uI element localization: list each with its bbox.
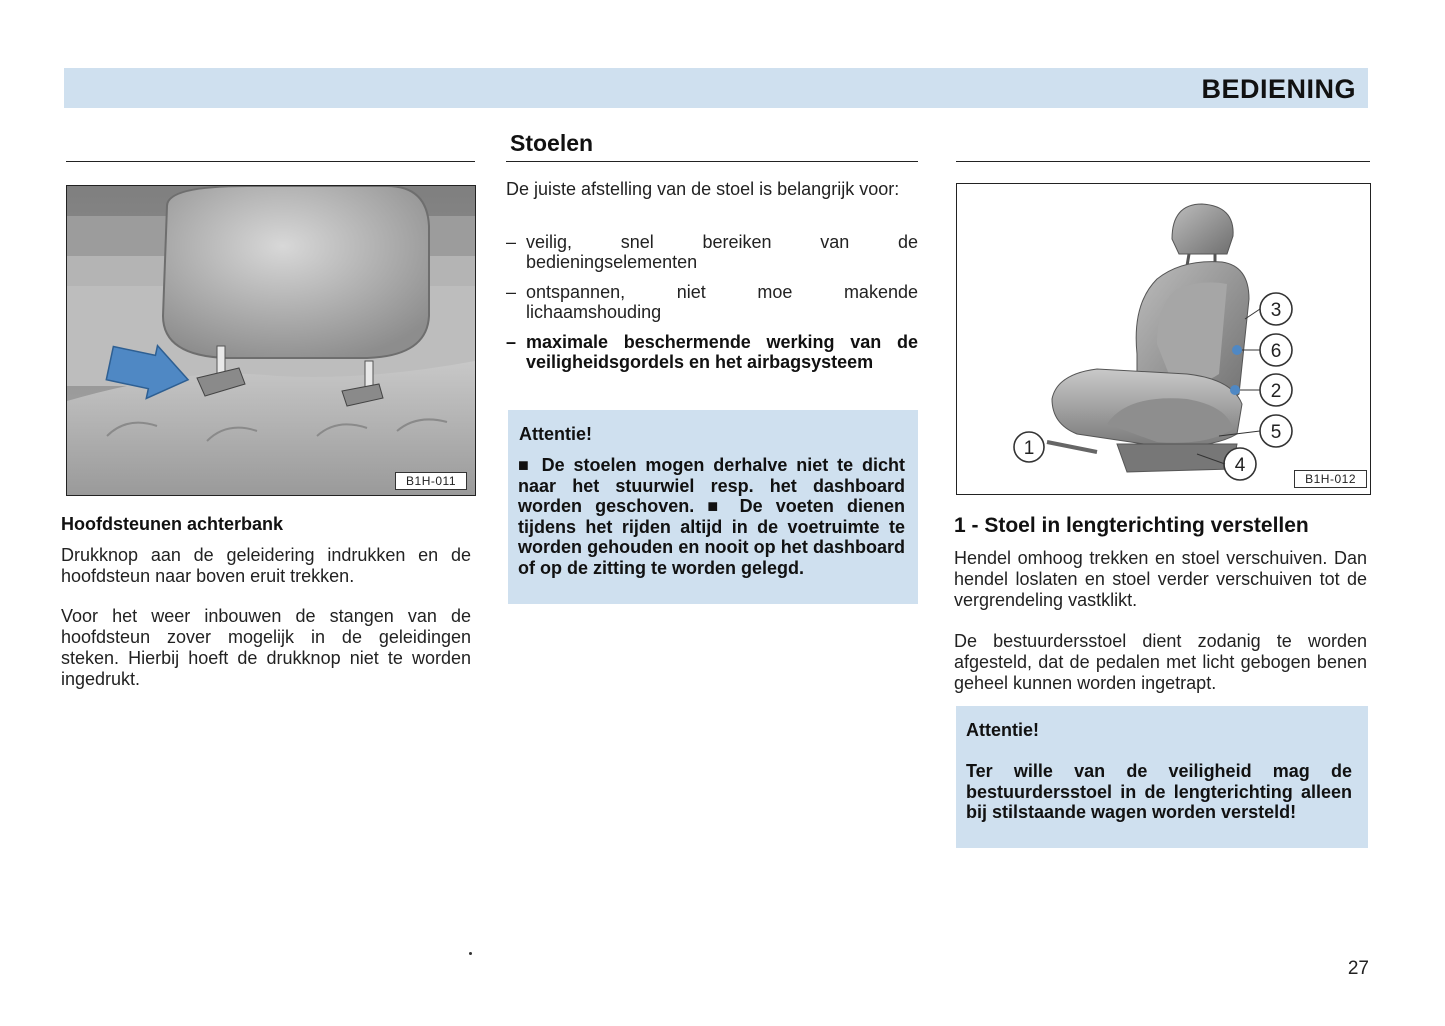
section-banner [64, 68, 1368, 108]
page-title: Stoelen [510, 130, 594, 156]
warning-text: Ter wille van de veiligheid mag de bestuurdersstoel in de lengterichting alleen bij stilstaande wagen worden versteld! [966, 761, 1352, 822]
middle-intro: De juiste afstelling van de stoel is belangrijk voor: [506, 179, 900, 199]
list-item: – maximale beschermende werking van de veiligheidsgordels en het airbagsysteem [506, 332, 918, 372]
left-para-2: Voor het weer inbouwen de stangen van de hoofdsteun zover mogelijk in de geleidingen steken. Hierbij hoeft de drukknop niet te worden ingedrukt. [61, 606, 471, 689]
warning-box-middle [508, 410, 918, 604]
rule-middle [506, 161, 918, 162]
page-number: 27 [1347, 958, 1369, 979]
headrest-figure [66, 185, 476, 496]
callout-6: 6 [1270, 341, 1282, 362]
right-heading: 1 - Stoel in lengterichting verstellen [954, 514, 1309, 537]
callout-3: 3 [1270, 300, 1282, 321]
seat-benefits-list [506, 232, 918, 382]
stray-dot [469, 952, 472, 955]
warning-title: Attentie! [519, 424, 592, 444]
right-para-1: Hendel omhoog trekken en stoel verschuiven. Dan hendel loslaten en stoel verder verschuiven tot de vergrendeling vastklikt. [954, 548, 1367, 610]
rule-right [956, 161, 1370, 162]
callout-4: 4 [1234, 455, 1246, 476]
list-item: – ontspannen, niet moe makende lichaamshouding [506, 282, 918, 322]
rule-left [66, 161, 475, 162]
callout-2: 2 [1270, 381, 1282, 402]
left-para-1: Drukknop aan de geleidering indrukken en de hoofdsteun naar boven eruit trekken. [61, 545, 471, 586]
section-title: BEDIENING [1201, 74, 1356, 104]
callout-5: 5 [1270, 422, 1282, 443]
seat-illustration [957, 184, 1370, 494]
figure-code-left: B1H-011 [395, 472, 467, 490]
headrest-illustration [67, 186, 475, 495]
warning-title: Attentie! [966, 720, 1039, 740]
warning-text: ■ De stoelen mogen derhalve niet te dicht naar het stuurwiel resp. het dashboard worden geschoven. ■ De voeten dienen tijdens het rijden altijd in de voetruimte te worden gehouden en nooit op het dashboard of op de zitting te worden gelegd. [518, 455, 905, 578]
figure-code-right: B1H-012 [1294, 470, 1367, 488]
left-heading: Hoofdsteunen achterbank [61, 514, 284, 534]
callout-1: 1 [1023, 438, 1035, 459]
warning-box-right [956, 706, 1368, 848]
list-item: – veilig, snel bereiken van de bedieningselementen [506, 232, 918, 272]
seat-figure [956, 183, 1371, 495]
right-para-2: De bestuurdersstoel dient zodanig te worden afgesteld, dat de pedalen met licht gebogen benen geheel kunnen worden ingetrapt. [954, 631, 1367, 693]
